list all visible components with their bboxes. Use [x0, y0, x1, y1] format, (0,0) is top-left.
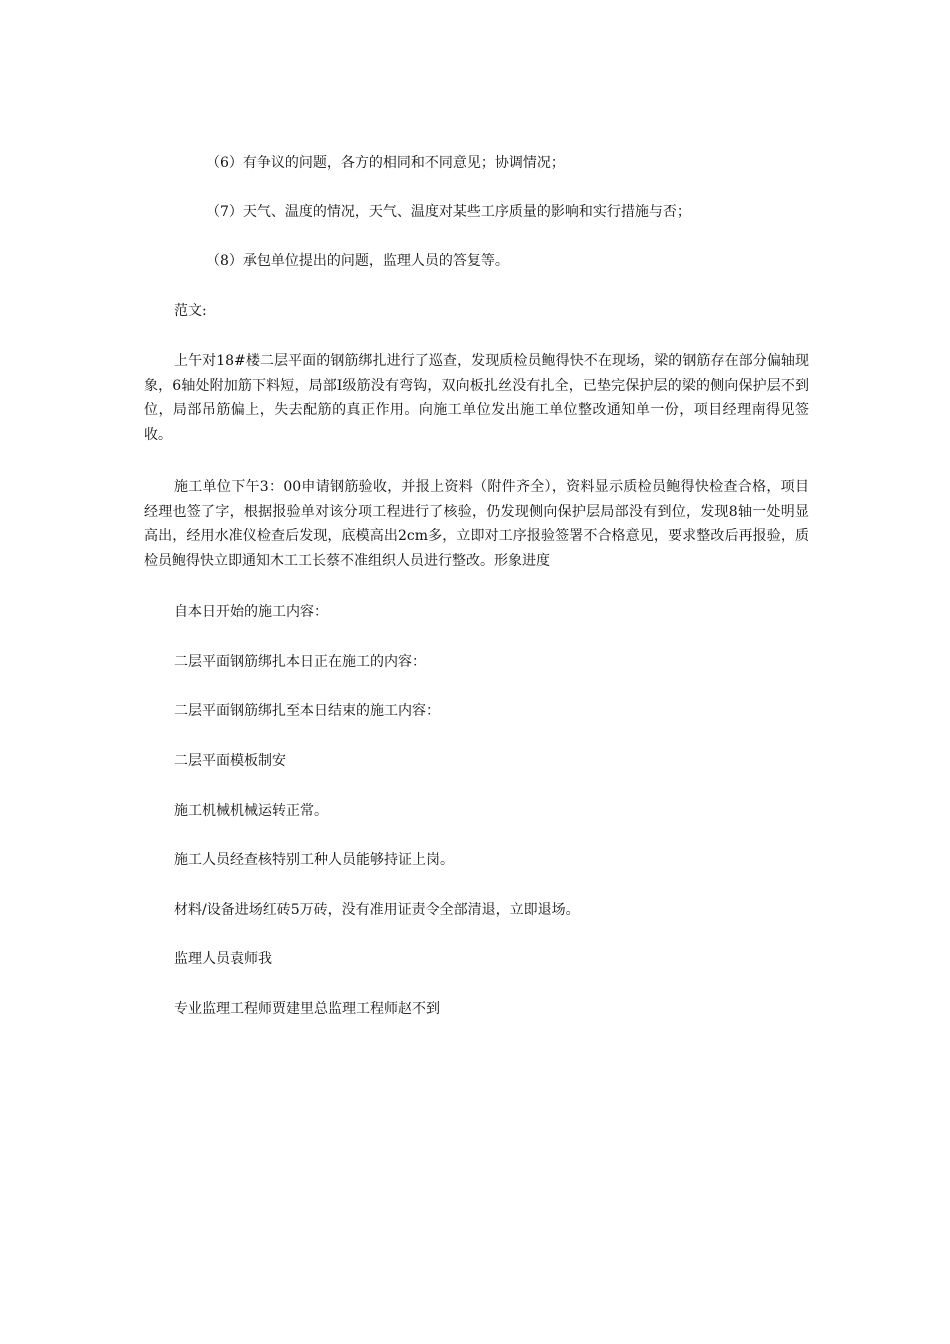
line-supervisor: 监理人员袁师我	[174, 951, 272, 967]
list-item-8: （8）承包单位提出的问题，监理人员的答复等。	[206, 253, 509, 269]
list-item-7: （7）天气、温度的情况，天气、温度对某些工序质量的影响和实行措施与否；	[206, 204, 691, 220]
line-machinery: 施工机械机械运转正常。	[174, 803, 328, 819]
line-finished-content: 二层平面钢筋绑扎至本日结束的施工内容：	[174, 703, 440, 719]
paragraph-inspection: 上午对18#楼二层平面的钢筋绑扎进行了巡查，发现质检员鲍得快不在现场，梁的钢筋存在部分偏轴现象，6轴处附加筋下料短，局部Ⅰ级筋没有弯钩，双向板扎丝没有扎全，已垫完保护层的梁的侧向保护层不到位，局部吊筋偏上，失去配筋的真正作用。向施工单位发出施工单位整改通知单一份，项目经理南得见签收。	[144, 353, 809, 443]
list-item-6: （6）有争议的问题，各方的相同和不同意见；协调情况；	[206, 155, 565, 171]
line-materials: 材料/设备进场红砖5万砖，没有准用证责令全部清退，立即退场。	[174, 902, 580, 918]
line-start-content: 自本日开始的施工内容：	[174, 604, 328, 620]
line-formwork: 二层平面模板制安	[174, 753, 286, 769]
line-engineers: 专业监理工程师贾建里总监理工程师赵不到	[174, 1001, 440, 1017]
sample-label: 范文:	[174, 303, 207, 319]
paragraph-acceptance: 施工单位下午3：00申请钢筋验收，并报上资料（附件齐全），资料显示质检员鲍得快检查合格，项目经理也签了字，根据报验单对该分项工程进行了核验，仍发现侧向保护层局部没有到位，发现8轴一处明显高出，经用水准仪检查后发现，底模高出2cm多，立即对工序报验签署不合格意见，要求整改后再报验，质检员鲍得快立即通知木工工长蔡不准组织人员进行整改。形象进度	[144, 479, 809, 569]
line-personnel: 施工人员经查核特别工种人员能够持证上岗。	[174, 852, 454, 868]
line-ongoing-content: 二层平面钢筋绑扎本日正在施工的内容：	[174, 654, 426, 670]
